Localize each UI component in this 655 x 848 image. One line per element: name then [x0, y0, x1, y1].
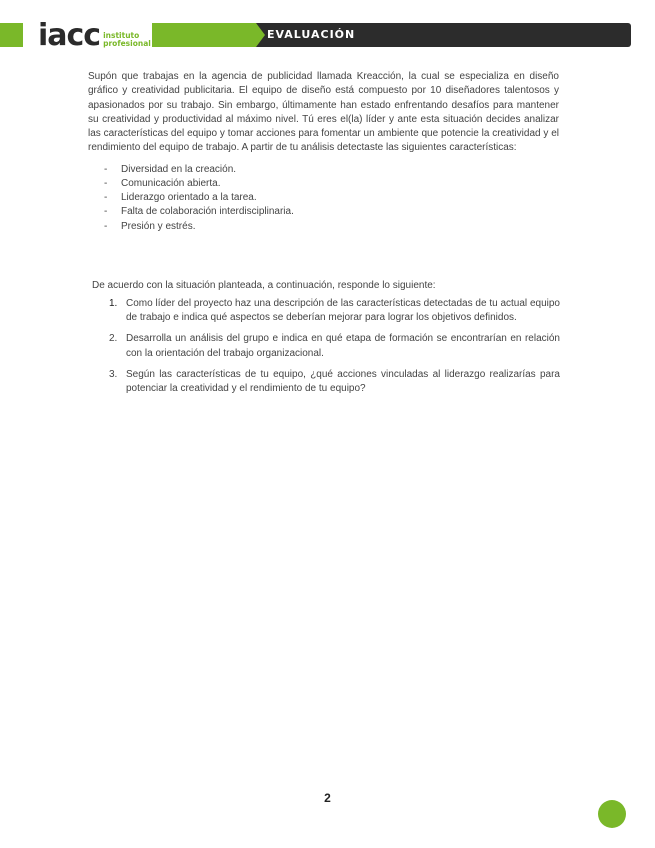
- intro-paragraph: Supón que trabajas en la agencia de publicidad llamada Kreacción, la cual se especializa en diseño gráfico y creatividad publicitaria. El equipo de diseño está compuesto por 10 diseñadores talentosos y apasionados por su trabajo. Sin embargo, últimamente han estado enfrentando desafíos para mantener su creatividad y productividad al máximo nivel. Tú eres el(la) líder y ante esta situación decides analizar las características del equipo y tomar acciones para fomentar un ambiente que potencie la creatividad y el rendimiento del equipo de trabajo. A partir de tu análisis detectaste las siguientes características:: [88, 71, 559, 154]
- question-item: [109, 297, 560, 325]
- characteristics-list: [88, 163, 559, 234]
- question-number: 1.: [109, 298, 118, 309]
- header-arrow-shape: [256, 23, 265, 47]
- iacc-logo: [38, 18, 151, 53]
- section-title: EVALUACIÓN: [267, 28, 356, 41]
- question-item: [109, 368, 560, 396]
- question-number: 2.: [109, 333, 118, 345]
- case-description: [88, 70, 559, 234]
- footer-green-dot: [598, 800, 626, 828]
- header-accent-bar: [0, 23, 23, 47]
- question-text: Como líder del proyecto haz una descripción de las características detectadas de tu actual equipo de trabajo e indica qué aspectos se deberían mejorar para lograr los objetivos definidos.: [126, 298, 560, 324]
- questions-list: [109, 297, 560, 403]
- instructions-text: De acuerdo con la situación planteada, a continuación, responde lo siguiente:: [92, 280, 436, 291]
- page-number: 2: [324, 791, 331, 805]
- logo-wordmark: iacc: [38, 18, 101, 53]
- characteristic-item: - Liderazgo orientado a la tarea.: [104, 191, 559, 205]
- question-text: Desarrolla un análisis del grupo e indica en qué etapa de formación se encontrarían en relación con la orientación del trabajo organizacional.: [126, 333, 560, 359]
- header-green-band: [152, 23, 256, 47]
- characteristic-item: - Presión y estrés.: [104, 220, 559, 234]
- characteristic-item: - Falta de colaboración interdisciplinaria.: [104, 205, 559, 219]
- characteristic-item: - Diversidad en la creación.: [104, 163, 559, 177]
- logo-subtitle-line1: instituto: [103, 31, 140, 40]
- question-item: [109, 332, 560, 360]
- characteristic-item: - Comunicación abierta.: [104, 177, 559, 191]
- question-number: 3.: [109, 368, 118, 380]
- logo-subtitle: [103, 32, 151, 48]
- logo-subtitle-line2: profesional: [103, 39, 151, 48]
- question-text: Según las características de tu equipo, ¿qué acciones vinculadas al liderazgo realizarías para potenciar la creatividad y el rendimiento de tu equipo?: [126, 368, 560, 395]
